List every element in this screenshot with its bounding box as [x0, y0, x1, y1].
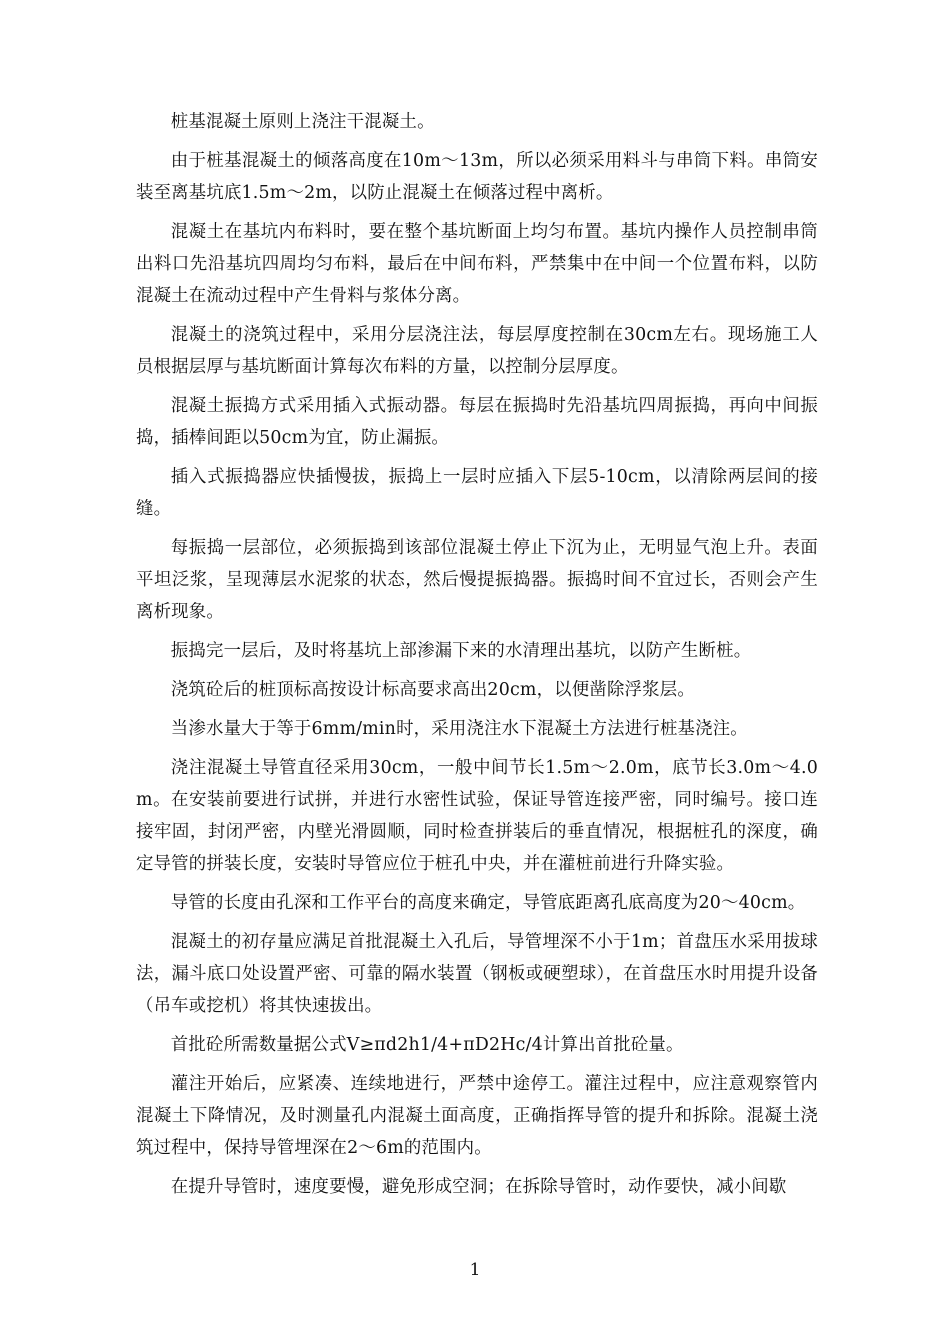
paragraph: 混凝土振捣方式采用插入式振动器。每层在振捣时先沿基坑四周振捣，再向中间振捣，插棒间距以50cm为宜，防止漏振。 — [136, 396, 818, 448]
document-body — [136, 106, 818, 1210]
page-number: 1 — [469, 1260, 481, 1280]
paragraph: 由于桩基混凝土的倾落高度在10m～13m，所以必须采用料斗与串筒下料。串筒安装至离基坑底1.5m～2m，以防止混凝土在倾落过程中离析。 — [136, 151, 818, 203]
paragraph: 浇筑砼后的桩顶标高按设计标高要求高出20cm，以便凿除浮浆层。 — [170, 680, 695, 700]
paragraph: 在提升导管时，速度要慢，避免形成空洞；在拆除导管时，动作要快，减小间歇 — [170, 1177, 787, 1197]
paragraph: 桩基混凝土原则上浇注干混凝土。 — [170, 112, 435, 132]
paragraph: 浇注混凝土导管直径采用30cm，一般中间节长1.5m～2.0m，底节长3.0m～4.0m。在安装前要进行试拼，并进行水密性试验，保证导管连接严密，同时编号。接口连接牢固，封闭严密，内壁光滑圆顺，同时检查拼装后的垂直情况，根据桩孔的深度，确定导管的拼装长度，安装时导管应位于桩孔中央，并在灌桩前进行升降实验。 — [136, 758, 818, 874]
paragraph: 首批砼所需数量据公式V≥πd2h1/4+πD2Hc/4计算出首批砼量。 — [170, 1035, 684, 1055]
paragraph: 灌注开始后，应紧凑、连续地进行，严禁中途停工。灌注过程中，应注意观察管内混凝土下降情况，及时测量孔内混凝土面高度，正确指挥导管的提升和拆除。混凝土浇筑过程中，保持导管埋深在2～6m的范围内。 — [136, 1074, 818, 1158]
paragraph: 导管的长度由孔深和工作平台的高度来确定，导管底距离孔底高度为20～40cm。 — [170, 893, 806, 913]
paragraph: 插入式振捣器应快插慢拔，振捣上一层时应插入下层5-10cm，以清除两层间的接缝。 — [136, 467, 818, 519]
paragraph: 混凝土的初存量应满足首批混凝土入孔后，导管埋深不小于1m；首盘压水采用拔球法，漏斗底口处设置严密、可靠的隔水装置（钢板或硬塑球），在首盘压水时用提升设备（吊车或挖机）将其快速拔出。 — [136, 932, 818, 1016]
paragraph: 振捣完一层后，及时将基坑上部渗漏下来的水清理出基坑，以防产生断桩。 — [170, 641, 752, 661]
paragraph: 当渗水量大于等于6mm/min时，采用浇注水下混凝土方法进行桩基浇注。 — [170, 719, 748, 739]
paragraph: 每振捣一层部位，必须振捣到该部位混凝土停止下沉为止，无明显气泡上升。表面平坦泛浆，呈现薄层水泥浆的状态，然后慢提振捣器。振捣时间不宜过长，否则会产生离析现象。 — [136, 538, 818, 622]
paragraph: 混凝土的浇筑过程中，采用分层浇注法，每层厚度控制在30cm左右。现场施工人员根据层厚与基坑断面计算每次布料的方量，以控制分层厚度。 — [136, 325, 818, 377]
paragraph: 混凝土在基坑内布料时，要在整个基坑断面上均匀布置。基坑内操作人员控制串筒出料口先沿基坑四周均匀布料，最后在中间布料，严禁集中在中间一个位置布料，以防混凝土在流动过程中产生骨料与浆体分离。 — [136, 222, 818, 306]
